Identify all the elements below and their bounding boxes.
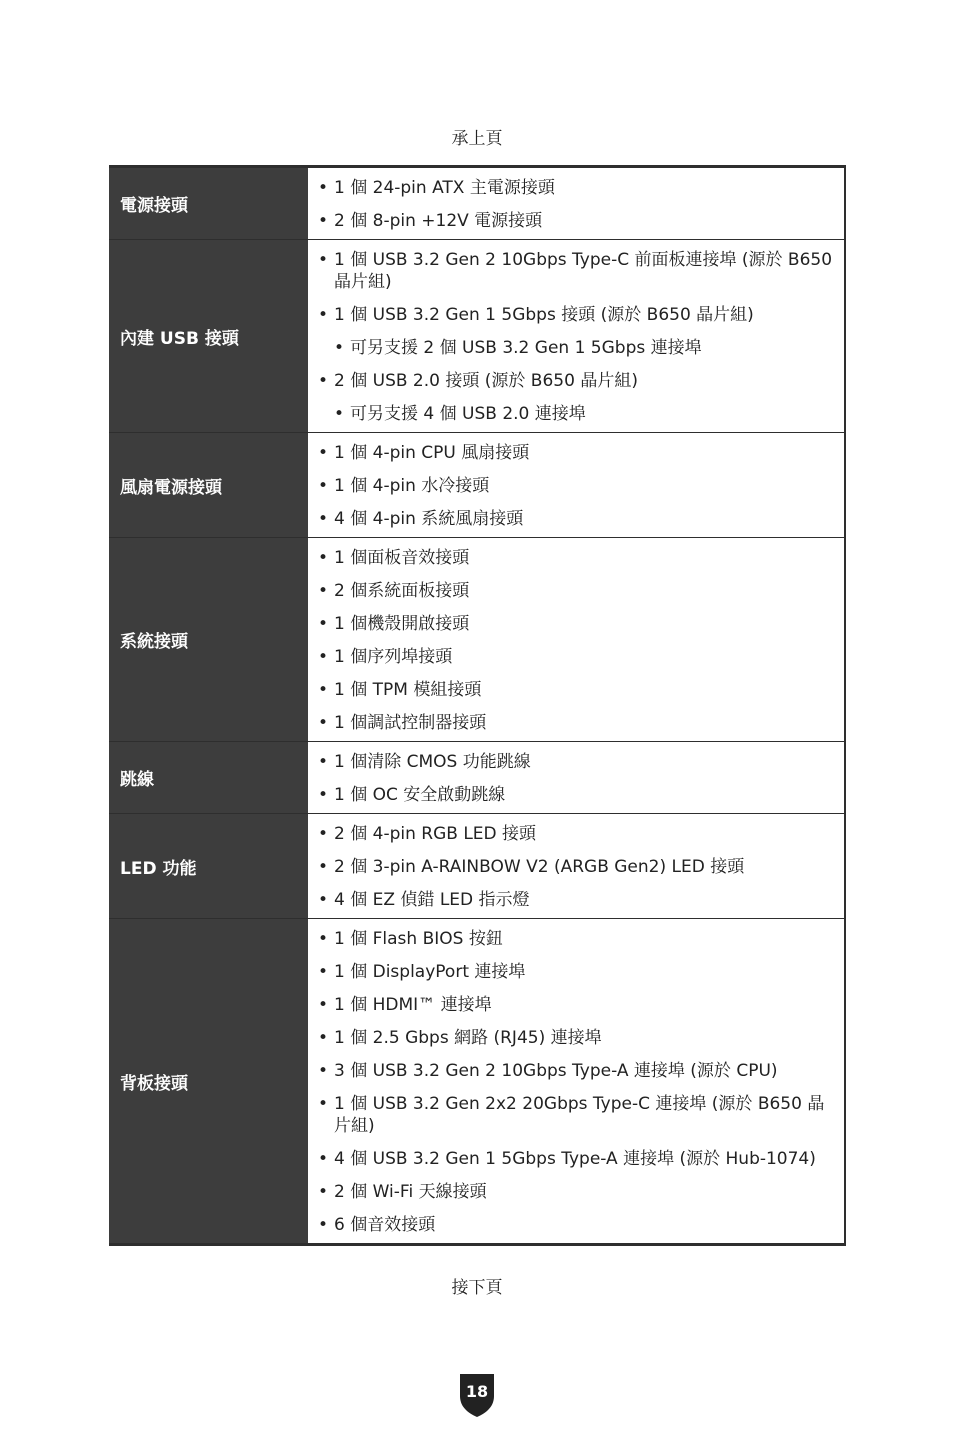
continued-to-label: 接下頁 xyxy=(451,1278,503,1298)
spec-item: • 1 個 4-pin CPU 風扇接頭 xyxy=(318,442,834,464)
spec-item: • 2 個 8-pin +12V 電源接頭 xyxy=(318,210,834,232)
spec-item: • 1 個 USB 3.2 Gen 1 5Gbps 接頭 (源於 B650 晶片組) xyxy=(318,304,834,326)
spec-row-label: 跳線 xyxy=(109,742,308,814)
spec-item: • 1 個序列埠接頭 xyxy=(318,646,834,668)
spec-row xyxy=(109,814,845,919)
spec-item: • 1 個 OC 安全啟動跳線 xyxy=(318,784,834,806)
spec-item: • 4 個 EZ 偵錯 LED 指示燈 xyxy=(318,889,834,911)
spec-item: • 6 個音效接頭 xyxy=(318,1214,834,1236)
spec-row-values xyxy=(308,742,845,814)
spec-item: • 1 個 Flash BIOS 按鈕 xyxy=(318,928,834,950)
spec-item: • 1 個 DisplayPort 連接埠 xyxy=(318,961,834,983)
spec-row xyxy=(109,167,845,240)
spec-item: • 1 個清除 CMOS 功能跳線 xyxy=(318,751,834,773)
spec-item: • 2 個 USB 2.0 接頭 (源於 B650 晶片組) xyxy=(318,370,834,392)
spec-row-label: 電源接頭 xyxy=(109,167,308,240)
spec-item: • 1 個機殼開啟接頭 xyxy=(318,613,834,635)
spec-item: • 1 個 2.5 Gbps 網路 (RJ45) 連接埠 xyxy=(318,1027,834,1049)
spec-item: • 4 個 USB 3.2 Gen 1 5Gbps Type-A 連接埠 (源於 Hub-1074) xyxy=(318,1148,834,1170)
spec-item: • 1 個 USB 3.2 Gen 2 10Gbps Type-C 前面板連接埠 (源於 B650 晶片組) xyxy=(318,249,834,293)
spec-table xyxy=(109,165,846,1246)
spec-item-list xyxy=(318,751,834,806)
spec-sub-item: • 可另支援 2 個 USB 3.2 Gen 1 5Gbps 連接埠 xyxy=(318,337,834,359)
spec-sub-item: • 可另支援 4 個 USB 2.0 連接埠 xyxy=(318,403,834,425)
spec-item: • 2 個 Wi-Fi 天線接頭 xyxy=(318,1181,834,1203)
spec-item: • 4 個 4-pin 系統風扇接頭 xyxy=(318,508,834,530)
spec-item: • 1 個 TPM 模組接頭 xyxy=(318,679,834,701)
spec-item: • 1 個 HDMI™ 連接埠 xyxy=(318,994,834,1016)
spec-row xyxy=(109,240,845,433)
spec-item: • 1 個 USB 3.2 Gen 2x2 20Gbps Type-C 連接埠 (源於 B650 晶片組) xyxy=(318,1093,834,1137)
spec-item: • 1 個調試控制器接頭 xyxy=(318,712,834,734)
spec-item-list xyxy=(318,442,834,530)
spec-row-values xyxy=(308,433,845,538)
spec-item: • 3 個 USB 3.2 Gen 2 10Gbps Type-A 連接埠 (源於 CPU) xyxy=(318,1060,834,1082)
spec-row xyxy=(109,919,845,1245)
spec-row-values xyxy=(308,240,845,433)
spec-item: • 2 個系統面板接頭 xyxy=(318,580,834,602)
spec-item: • 1 個面板音效接頭 xyxy=(318,547,834,569)
spec-row-values xyxy=(308,919,845,1245)
spec-item: • 2 個 4-pin RGB LED 接頭 xyxy=(318,823,834,845)
page-number: 18 xyxy=(465,1382,489,1401)
spec-row-values xyxy=(308,538,845,742)
spec-table-body xyxy=(109,167,845,1245)
spec-row xyxy=(109,742,845,814)
page-number-badge xyxy=(458,1372,496,1418)
spec-item: • 2 個 3-pin A-RAINBOW V2 (ARGB Gen2) LED 接頭 xyxy=(318,856,834,878)
spec-item: • 1 個 4-pin 水冷接頭 xyxy=(318,475,834,497)
spec-row xyxy=(109,433,845,538)
spec-item-list xyxy=(318,249,834,425)
spec-item-list xyxy=(318,823,834,911)
spec-item-list xyxy=(318,177,834,232)
spec-row-label: LED 功能 xyxy=(109,814,308,919)
spec-row-label: 風扇電源接頭 xyxy=(109,433,308,538)
spec-row-values xyxy=(308,814,845,919)
continued-from-label: 承上頁 xyxy=(451,129,503,149)
spec-row-label: 內建 USB 接頭 xyxy=(109,240,308,433)
spec-row-values xyxy=(308,167,845,240)
spec-item-list xyxy=(318,928,834,1236)
spec-row xyxy=(109,538,845,742)
spec-row-label: 背板接頭 xyxy=(109,919,308,1245)
spec-item-list xyxy=(318,547,834,734)
spec-item: • 1 個 24-pin ATX 主電源接頭 xyxy=(318,177,834,199)
spec-row-label: 系統接頭 xyxy=(109,538,308,742)
